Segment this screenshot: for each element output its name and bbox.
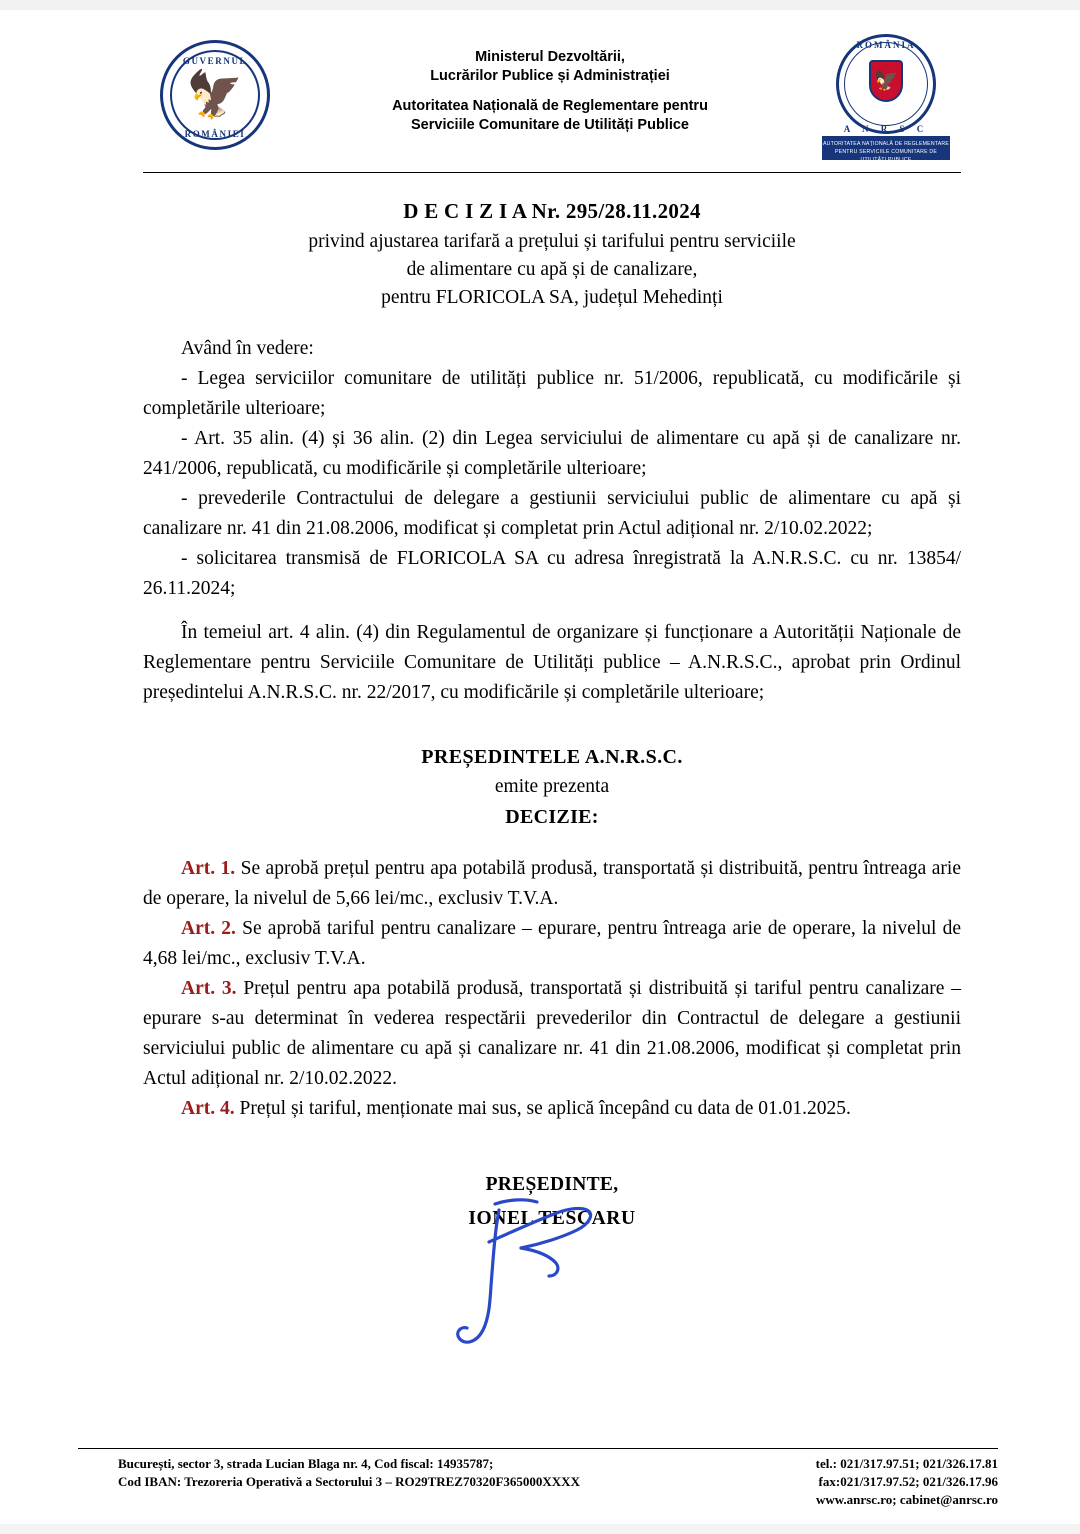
shield-icon bbox=[869, 60, 903, 102]
spacer bbox=[143, 708, 961, 742]
document-subtitle-2: de alimentare cu apă și de canalizare, bbox=[406, 259, 698, 280]
ministry-line-1: Ministerul Dezvoltării, bbox=[475, 49, 625, 65]
footer-contact bbox=[718, 1455, 998, 1509]
anrsc-logo-top-text: ROMÂNIA bbox=[856, 40, 916, 50]
footer-web-email[interactable]: www.anrsc.ro; cabinet@anrsc.ro bbox=[815, 1492, 998, 1507]
article-4-text: Prețul și tariful, menționate mai sus, se aplică începând cu data de 01.01.2025. bbox=[234, 1098, 851, 1119]
signature-block bbox=[143, 1170, 961, 1234]
seal-top-text: GUVERNUL bbox=[182, 56, 248, 66]
signature-name: IONEL TESCARU bbox=[468, 1208, 636, 1229]
document-subtitle-1: privind ajustarea tarifară a prețului și tarifului pentru serviciile bbox=[308, 231, 796, 252]
article-1 bbox=[143, 854, 961, 914]
header-divider bbox=[143, 172, 961, 173]
article-2-label: Art. 2. bbox=[181, 918, 236, 939]
consideration-2: - Art. 35 alin. (4) și 36 alin. (2) din Legea serviciului de alimentare cu apă și de canalizare nr. 241/2006, republicată, cu modificările și completările ulterioare; bbox=[143, 428, 961, 479]
spacer bbox=[143, 832, 961, 854]
header-titles bbox=[315, 48, 785, 135]
consideration-4: - solicitarea transmisă de FLORICOLA SA cu adresa înregistrată la A.N.R.S.C. cu nr. 13854/ 26.11.2024; bbox=[143, 548, 961, 599]
article-1-text: Se aprobă prețul pentru apa potabilă produsă, transportată și distribuită, pentru întreaga arie de operare, la nivelul de 5,66 lei/mc., exclusiv T.V.A. bbox=[143, 858, 961, 909]
article-2-text: Se aprobă tariful pentru canalizare – epurare, pentru întreaga arie de operare, la nivelul de 4,68 lei/mc., exclusiv T.V.A. bbox=[143, 918, 961, 969]
article-3-text: Prețul pentru apa potabilă produsă, transportată și distribuită și tariful pentru canalizare – epurare s-au determinat în vederea respectării prevederilor din Contractul de delegare a gestiunii serviciului public de alimentare cu apă și canalizare nr. 41 din 21.08.2006, modificat și completat prin Actul adițional nr. 2/10.02.2022. bbox=[143, 978, 961, 1089]
authority-line-2: Serviciile Comunitare de Utilități Publice bbox=[411, 117, 689, 133]
signature-title: PREȘEDINTE, bbox=[485, 1174, 619, 1195]
bird-icon: 🦅 bbox=[873, 70, 899, 92]
intro-paragraph: Având în vedere: bbox=[181, 338, 314, 359]
footer-phone: tel.: 021/317.97.51; 021/326.17.81 bbox=[815, 1456, 998, 1471]
government-seal bbox=[160, 40, 272, 152]
title-block bbox=[143, 196, 961, 312]
document-title: D E C I Z I A Nr. 295/28.11.2024 bbox=[403, 199, 701, 223]
footer-address bbox=[118, 1455, 718, 1491]
legal-basis-paragraph: În temeiul art. 4 alin. (4) din Regulamentul de organizare și funcționare a Autorității Naționale de Reglementare pentru Serviciile Comunitare de Utilități publice – A.N.R.S.C., aprobat prin Ordinul președintelui A.N.R.S.C. nr. 22/2017, cu modificările și completările ulterioare; bbox=[143, 622, 961, 703]
footer-fax: fax:021/317.97.52; 021/326.17.96 bbox=[818, 1474, 998, 1489]
article-1-label: Art. 1. bbox=[181, 858, 236, 879]
president-heading: PREȘEDINTELE A.N.R.S.C. bbox=[421, 746, 683, 768]
spacer bbox=[143, 312, 961, 334]
document-subtitle-3: pentru FLORICOLA SA, județul Mehedinți bbox=[381, 287, 723, 308]
page-bottom-edge bbox=[0, 1524, 1080, 1534]
anrsc-banner-line-2: PENTRU SERVICIILE COMUNITARE DE UTILITĂȚI PUBLICE bbox=[835, 149, 937, 163]
footer-address-line-2: Cod IBAN: Trezoreria Operativă a Sectorului 3 – RO29TREZ70320F365000XXXX bbox=[118, 1474, 580, 1489]
page-top-edge bbox=[0, 0, 1080, 10]
article-4-label: Art. 4. bbox=[181, 1098, 235, 1119]
spacer bbox=[143, 604, 961, 618]
consideration-1: - Legea serviciilor comunitare de utilități publice nr. 51/2006, republicată, cu modificările și completările ulterioare; bbox=[143, 368, 961, 419]
anrsc-logo bbox=[822, 34, 950, 163]
footer-address-line-1: București, sector 3, strada Lucian Blaga nr. 4, Cod fiscal: 14935787; bbox=[118, 1456, 494, 1471]
anrsc-banner-line-1: AUTORITATEA NAȚIONALĂ DE REGLEMENTARE bbox=[822, 141, 950, 147]
decision-word: DECIZIE: bbox=[505, 806, 599, 828]
article-2 bbox=[143, 914, 961, 974]
article-3 bbox=[143, 974, 961, 1094]
emits-text: emite prezenta bbox=[494, 776, 610, 797]
article-4 bbox=[143, 1094, 961, 1124]
anrsc-logo-acronym: A N R S C bbox=[843, 124, 929, 134]
anrsc-logo-banner bbox=[822, 136, 950, 163]
eagle-icon: 🦅 bbox=[186, 69, 244, 120]
seal-bottom-text: ROMÂNIEI bbox=[184, 129, 246, 139]
document-body bbox=[143, 196, 961, 1234]
ministry-line-2: Lucrărilor Publice și Administrației bbox=[430, 68, 670, 84]
article-3-label: Art. 3. bbox=[181, 978, 237, 999]
document-header bbox=[140, 34, 960, 163]
authority-line-1: Autoritatea Națională de Reglementare pentru bbox=[392, 98, 708, 114]
footer-divider bbox=[78, 1448, 998, 1449]
consideration-3: - prevederile Contractului de delegare a gestiunii serviciului public de alimentare cu apă și canalizare nr. 41 din 21.08.2006, modificat și completat prin Actul adițional nr. 2/10.02.2022; bbox=[143, 488, 961, 539]
